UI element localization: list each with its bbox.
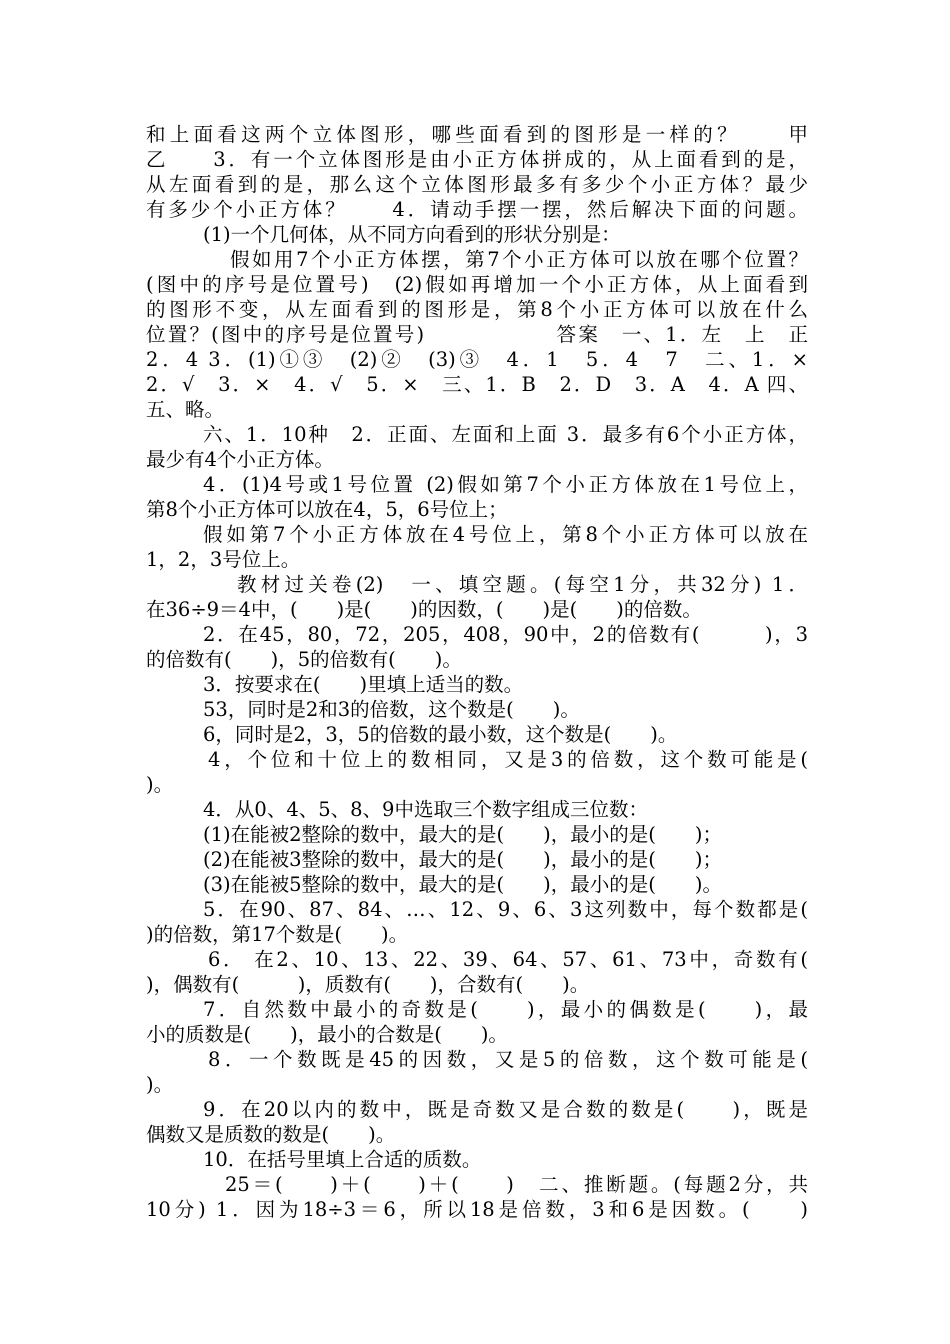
text-line: 5．在90、87、84、…、12、9、6、3这列数中，每个数都是( [203,898,808,921]
text-line: 10．在括号里填上合适的质数。 [203,1148,482,1171]
text-line: 在36÷9＝4中，( )是( )的因数，( )是( )的倍数。 [146,598,702,621]
text-line: (2)在能被3整除的数中，最大的是( )，最小的是( )； [203,848,722,871]
document-body [146,122,808,1222]
text-line: )。 [146,773,174,796]
text-line: )，偶数有( )，质数有( )，合数有( )。 [146,973,590,996]
text-line: 53，同时是2和3的倍数，这个数是( )。 [203,698,580,721]
text-line: (图中的序号是位置号) (2)假如再增加一个小正方体，从上面看到 [146,273,808,296]
text-line: 六、1．10种 2．正面、左面和上面 3．最多有6个小正方体， [203,423,808,446]
text-line: )的倍数，第17个数是( )。 [146,923,409,946]
text-line: 乙 3．有一个立体图形是由小正方体拼成的，从上面看到的是， [146,148,808,171]
text-line: 4．从0、4、5、8、9中选取三个数字组成三位数： [203,798,648,821]
text-line: 2．4 3．(1)①③ (2)② (3)③ 4．1 5．4 7 二、1．× [146,348,808,371]
text-line: (3)在能被5整除的数中，最大的是( )，最小的是( )。 [203,873,722,896]
text-line: 假如用7个小正方体摆，第7个小正方体可以放在哪个位置？ [230,248,808,271]
text-line: 6． 在2、10、13、22、39、64、57、61、73中，奇数有( [208,948,808,971]
text-line: 25＝( )＋( )＋( ) 二、推断题。(每题2分，共 [225,1173,808,1196]
text-line: 3．按要求在( )里填上适当的数。 [203,673,524,696]
text-line: 有多少个小正方体？ 4．请动手摆一摆，然后解决下面的问题。 [146,198,808,221]
text-line: 1，2，3号位上。 [146,548,301,571]
text-line: (1)一个几何体，从不同方向看到的形状分别是： [203,223,621,246]
text-line: 假如第7个小正方体放在4号位上，第8个小正方体可以放在 [203,523,808,546]
text-line: 7．自然数中最小的奇数是( )，最小的偶数是( )，最 [203,998,808,1021]
text-line: (1)在能被2整除的数中，最大的是( )，最小的是( )； [203,823,722,846]
text-line: 最少有4个小正方体。 [146,448,334,471]
text-line: 的倍数有( )，5的倍数有( )。 [146,648,462,671]
text-line: 偶数又是质数的数是( )。 [146,1123,396,1146]
text-line: 4，个位和十位上的数相同，又是3的倍数，这个数可能是( [208,748,808,771]
text-line: 10分) 1．因为18÷3＝6，所以18是倍数，3和6是因数。( ) [146,1198,808,1221]
text-line: 五、略。 [146,398,225,421]
text-line: 和上面看这两个立体图形，哪些面看到的图形是一样的？ 甲 [146,123,808,146]
text-line: 的图形不变，从左面看到的图形是，第8个小正方体可以放在什么 [146,298,808,321]
text-line: 小的质数是( )，最小的合数是( )。 [146,1023,508,1046]
text-line: 教材过关卷(2) 一、填空题。(每空1分，共32分) 1． [237,573,808,596]
text-line: 2．√ 3．× 4．√ 5．× 三、1．B 2．D 3．A 4．A 四、 [146,373,808,396]
text-line: 2．在45，80，72，205，408，90中，2的倍数有( )，3 [203,623,808,646]
text-line: 6，同时是2，3，5的倍数的最小数，这个数是( )。 [203,723,678,746]
text-line: 9．在20以内的数中，既是奇数又是合数的数是( )，既是 [203,1098,808,1121]
text-line: 4．(1)4号或1号位置 (2)假如第7个小正方体放在1号位上， [203,473,808,496]
text-line: 从左面看到的是，那么这个立体图形最多有多少个小正方体？最少 [146,173,808,196]
text-line: )。 [146,1073,174,1096]
text-line: 8．一个数既是45的因数，又是5的倍数，这个数可能是( [208,1048,808,1071]
text-line: 第8个小正方体可以放在4，5，6号位上； [146,498,508,521]
text-line: 位置？(图中的序号是位置号) 答案 一、1．左 上 正 [146,323,808,346]
